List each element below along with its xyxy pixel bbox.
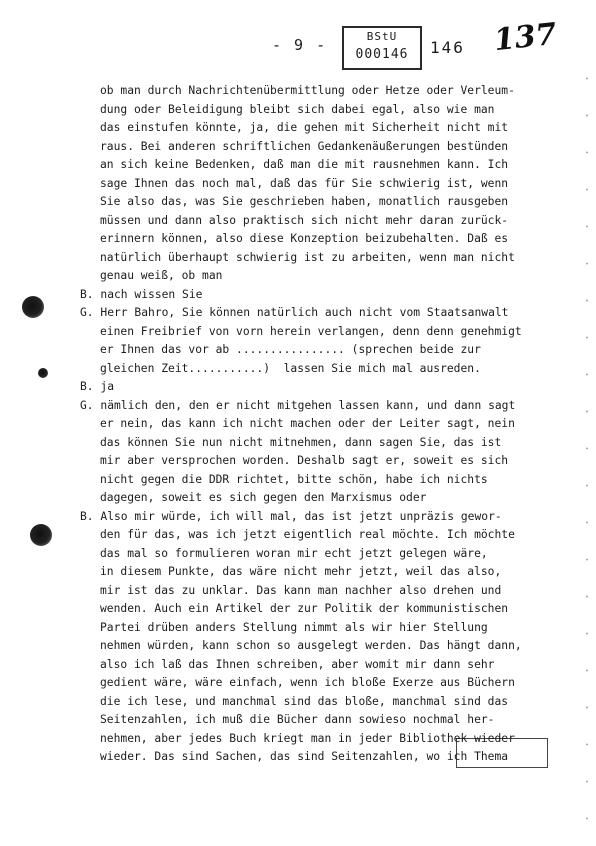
archive-stamp-number: 000146 <box>355 47 409 62</box>
transcript-line: das mal so formulieren woran mir echt jetzt gelegen wäre, <box>100 546 488 560</box>
scan-edge-specks <box>582 60 592 820</box>
transcript-line: natürlich überhaupt schwierig ist zu arbeiten, wenn man nicht <box>100 250 515 264</box>
transcript-line: erinnern können, also diese Konzeption beizubehalten. Daß es <box>100 232 509 245</box>
transcript-line: G. Herr Bahro, Sie können natürlich auch nicht vom Staatsanwalt <box>80 306 509 319</box>
transcript-line: Sie also das, was Sie geschrieben haben, monatlich rausgeben <box>100 195 509 208</box>
transcript-line: mir ist das zu unklar. Das kann man nachher also drehen und <box>100 583 502 597</box>
transcript-line: das können Sie nun nicht mitnehmen, dann sagen Sie, das ist <box>100 435 502 449</box>
transcript-line: also ich laß das Ihnen schreiben, aber womit mir dann sehr <box>100 657 495 671</box>
transcript-line: wieder. Das sind Sachen, das sind Seitenzahlen, wo ich Thema <box>100 750 509 763</box>
transcript-text <box>80 82 560 767</box>
transcript-line: an sich keine Bedenken, daß man die mit rausnehmen kann. Ich <box>100 158 509 171</box>
transcript-line: die ich lese, und manchmal sind das bloße, manchmal sind das <box>100 694 509 708</box>
ink-spot-mark <box>38 368 48 378</box>
transcript-line: wenden. Auch ein Artikel der zur Politik der kommunistischen <box>100 602 509 615</box>
transcript-line: ob man durch Nachrichtenübermittlung oder Hetze oder Verleum- <box>100 84 515 97</box>
punch-hole-mark <box>22 296 44 318</box>
transcript-line: einen Freibrief von vorn herein verlangen, denn denn genehmigt <box>100 324 522 338</box>
transcript-line: Seitenzahlen, ich muß die Bücher dann sowieso nochmal her- <box>100 713 495 726</box>
page-number: - 9 - <box>272 36 328 54</box>
transcript-line: dagegen, soweit es sich gegen den Marxismus oder <box>100 491 427 504</box>
transcript-line: dung oder Beleidigung bleibt sich dabei egal, also wie man <box>100 102 495 116</box>
transcript-line: mir aber versprochen worden. Deshalb sagt er, soweit es sich <box>100 454 509 467</box>
transcript-line: den für das, was ich jetzt eigentlich real möchte. Ich möchte <box>100 528 515 541</box>
transcript-line: gedient wäre, wäre einfach, wenn ich bloße Exerze aus Büchern <box>100 676 515 689</box>
transcript-line: nehmen würden, kann schon so ausgelegt werden. Das hängt dann, <box>100 639 522 652</box>
transcript-line: G. nämlich den, den er nicht mitgehen lassen kann, und dann sagt <box>80 398 516 412</box>
punch-hole-mark <box>30 524 52 546</box>
folio-number: 146 <box>430 38 465 57</box>
transcript-line: er Ihnen das vor ab ................ (sprechen beide zur <box>100 343 481 356</box>
transcript-line: nicht gegen die DDR richtet, bitte schön, habe ich nichts <box>100 472 488 486</box>
transcript-line: müssen und dann also praktisch sich nicht mehr daran zurück- <box>100 213 509 227</box>
transcript-line: genau weiß, ob man <box>100 269 223 282</box>
transcript-line: in diesem Punkte, das wäre nicht mehr jetzt, weil das also, <box>100 565 502 578</box>
transcript-line: B. Also mir würde, ich will mal, das ist jetzt unpräzis gewor- <box>80 509 502 523</box>
archive-stamp-label: BStU <box>366 30 398 43</box>
transcript-line: Partei drüben anders Stellung nimmt als wir hier Stellung <box>100 620 488 634</box>
transcript-line: nehmen, aber jedes Buch kriegt man in jeder Bibliothek wieder <box>100 731 515 745</box>
transcript-line: er nein, das kann ich nicht machen oder der Leiter sagt, nein <box>100 417 515 430</box>
handwritten-folio-number: 137 <box>492 16 559 59</box>
transcript-line: sage Ihnen das noch mal, daß das für Sie schwierig ist, wenn <box>100 176 509 190</box>
transcript-line: gleichen Zeit...........) lassen Sie mich mal ausreden. <box>100 361 481 375</box>
archive-stamp <box>342 26 422 70</box>
transcript-line: B. ja <box>80 380 115 393</box>
transcript-line: raus. Bei anderen schriftlichen Gedankenäußerungen bestünden <box>100 139 509 153</box>
transcript-line: B. nach wissen Sie <box>80 287 203 301</box>
transcript-line: das einstufen könnte, ja, die gehen mit Sicherheit nicht mit <box>100 121 509 134</box>
